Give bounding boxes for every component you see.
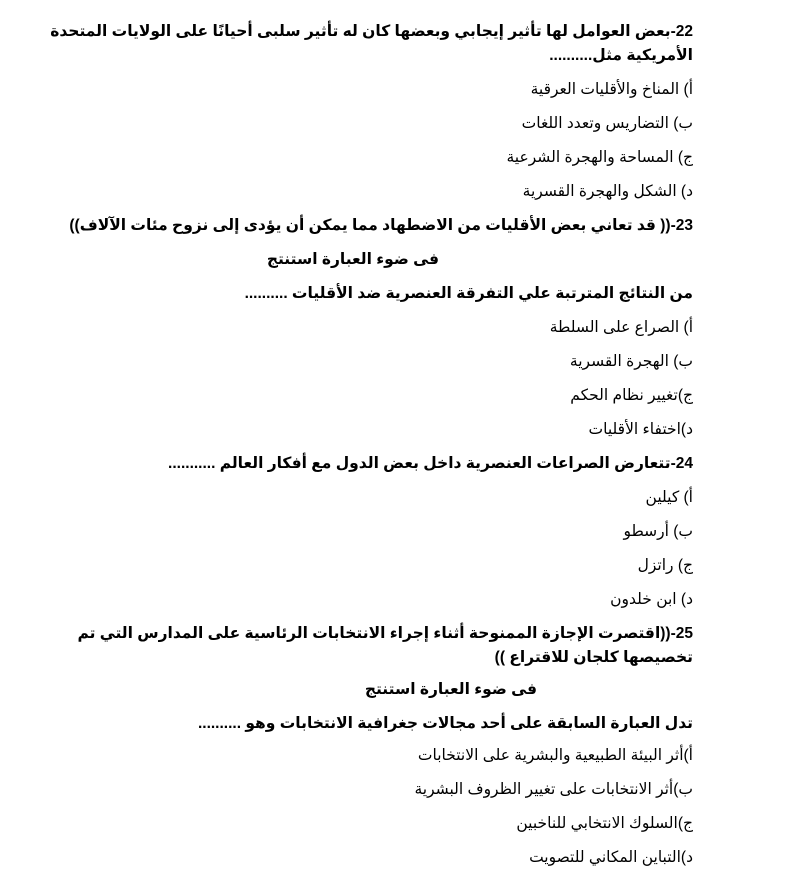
question-24-option-c: ج) راتزل <box>637 557 693 574</box>
question-22-option-c: ج) المساحة والهجرة الشرعية <box>506 149 693 166</box>
question-25-option-a: أ)أثر البيئة الطبيعية والبشرية على الانتخابات <box>417 747 693 764</box>
question-23-line-3: من النتائج المترتبة علي التفرقة العنصرية ضد الأقليات .......... <box>244 285 693 302</box>
question-25-line-1: 25-((اقتصرت الإجازة الممنوحة أثناء إجراء الانتخابات الرئاسية على المدارس التي تم <box>77 625 693 642</box>
question-25-line-4: تدل العبارة السابقة على أحد مجالات جغرافية الانتخابات وهو .......... <box>197 715 693 732</box>
question-25-option-d: د)التباين المكاني للتصويت <box>529 849 693 866</box>
question-23-line-1: 23-(( قد تعاني بعض الأقليات من الاضطهاد مما يمكن أن يؤدى إلى نزوح مئات الآلاف)) <box>69 217 693 234</box>
question-24-line-1: 24-تتعارض الصراعات العنصرية داخل بعض الدول مع أفكار العالم ........... <box>168 455 693 472</box>
question-25-line-3: فى ضوء العبارة استنتج <box>364 681 537 698</box>
question-24-option-b: ب) أرسطو <box>623 523 693 540</box>
question-25-option-b: ب)أثر الانتخابات على تغيير الظروف البشرية <box>414 781 693 798</box>
question-23-line-2: فى ضوء العبارة استنتج <box>266 251 439 268</box>
question-25-option-c: ج)السلوك الانتخابي للناخبين <box>516 815 693 832</box>
question-23-option-d: د)اختفاء الأقليات <box>588 421 693 438</box>
question-22-option-b: ب) التضاريس وتعدد اللغات <box>521 115 693 132</box>
question-24-option-a: أ) كيلين <box>645 489 693 506</box>
question-24-option-d: د) ابن خلدون <box>610 591 693 608</box>
question-22-option-d: د) الشكل والهجرة القسرية <box>522 183 693 200</box>
question-23-option-b: ب) الهجرة القسرية <box>569 353 693 370</box>
question-23-option-a: أ) الصراع على السلطة <box>549 319 693 336</box>
question-22-line-2: الأمريكية مثل.......... <box>549 47 693 64</box>
question-23-option-c: ج)تغيير نظام الحكم <box>570 387 693 404</box>
question-25-line-2: تخصيصها كلجان للاقتراع )) <box>494 649 693 666</box>
question-22-line-1: 22-بعض العوامل لها تأثير إيجابي وبعضها كان له تأثير سلبى أحيانًا على الولايات المتحدة <box>50 23 693 40</box>
question-22-option-a: أ) المناخ والأقليات العرقية <box>530 81 693 98</box>
